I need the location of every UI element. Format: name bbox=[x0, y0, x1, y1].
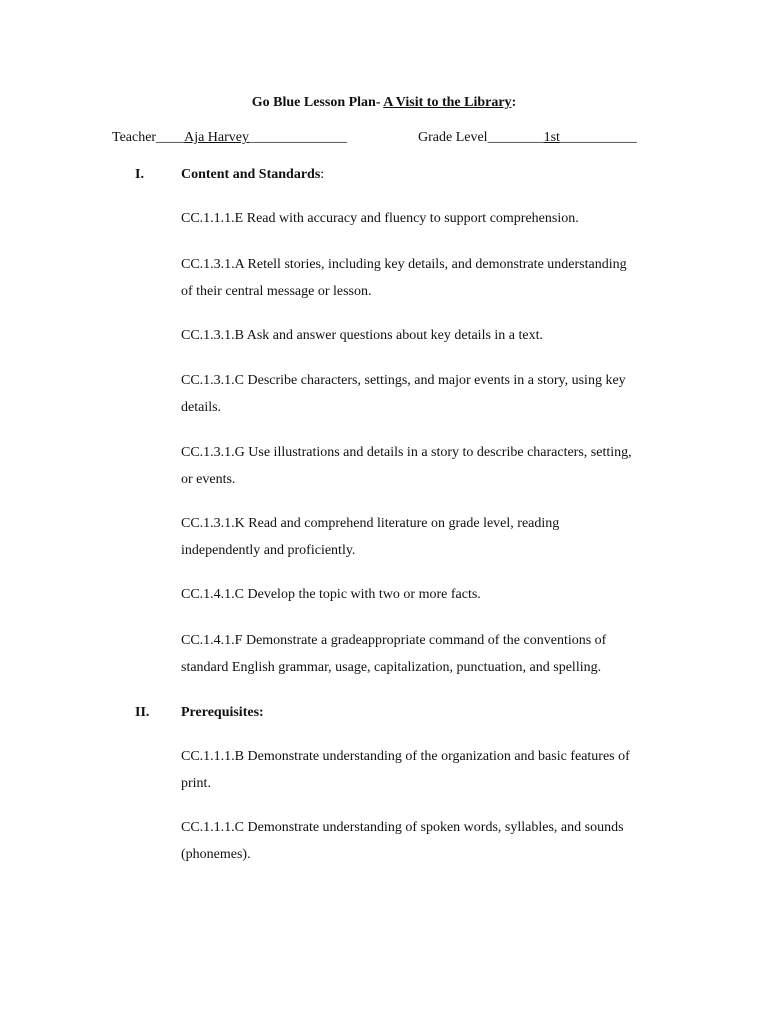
standard-item: CC.1.4.1.C Develop the topic with two or more facts. bbox=[181, 587, 481, 602]
section-number: I. bbox=[135, 167, 144, 182]
grade-label: Grade Level________ bbox=[418, 130, 544, 145]
grade-blank: ___________ bbox=[559, 130, 637, 145]
teacher-blank: ______________ bbox=[249, 130, 348, 145]
teacher-label: Teacher____ bbox=[112, 130, 185, 145]
section-heading: Prerequisites: bbox=[181, 705, 264, 720]
section-number: II. bbox=[135, 705, 150, 720]
grade-level-field bbox=[418, 129, 637, 147]
page-title bbox=[0, 94, 768, 112]
standard-item: CC.1.4.1.F Demonstrate a gradeappropriate command of the conventions of standard English grammar, usage, capitalization, punctuation, and spelling. bbox=[181, 633, 607, 675]
teacher-name: Aja Harvey bbox=[184, 130, 250, 145]
title-main: A Visit to the Library bbox=[383, 95, 512, 110]
standard-item: CC.1.3.1.B Ask and answer questions about key details in a text. bbox=[181, 328, 544, 343]
standard-item: CC.1.3.1.C Describe characters, settings, and major events in a story, using key details. bbox=[181, 373, 626, 415]
prerequisite-item: CC.1.1.1.B Demonstrate understanding of the organization and basic features of print. bbox=[181, 749, 630, 791]
prerequisite-item: CC.1.1.1.C Demonstrate understanding of spoken words, syllables, and sounds (phonemes). bbox=[181, 820, 624, 862]
title-suffix: : bbox=[511, 95, 517, 110]
standard-item: CC.1.3.1.K Read and comprehend literature on grade level, reading independently and proficiently. bbox=[181, 516, 560, 558]
teacher-field bbox=[112, 129, 347, 147]
grade-value: 1st bbox=[543, 130, 560, 145]
title-prefix: Go Blue Lesson Plan- bbox=[251, 95, 384, 110]
standard-item: CC.1.3.1.G Use illustrations and details in a story to describe characters, setting, or events. bbox=[181, 445, 632, 487]
standard-item: CC.1.1.1.E Read with accuracy and fluency to support comprehension. bbox=[181, 211, 579, 226]
standard-item: CC.1.3.1.A Retell stories, including key details, and demonstrate understanding of their central message or lesson. bbox=[181, 257, 627, 299]
section-heading: Content and Standards: bbox=[181, 167, 325, 182]
